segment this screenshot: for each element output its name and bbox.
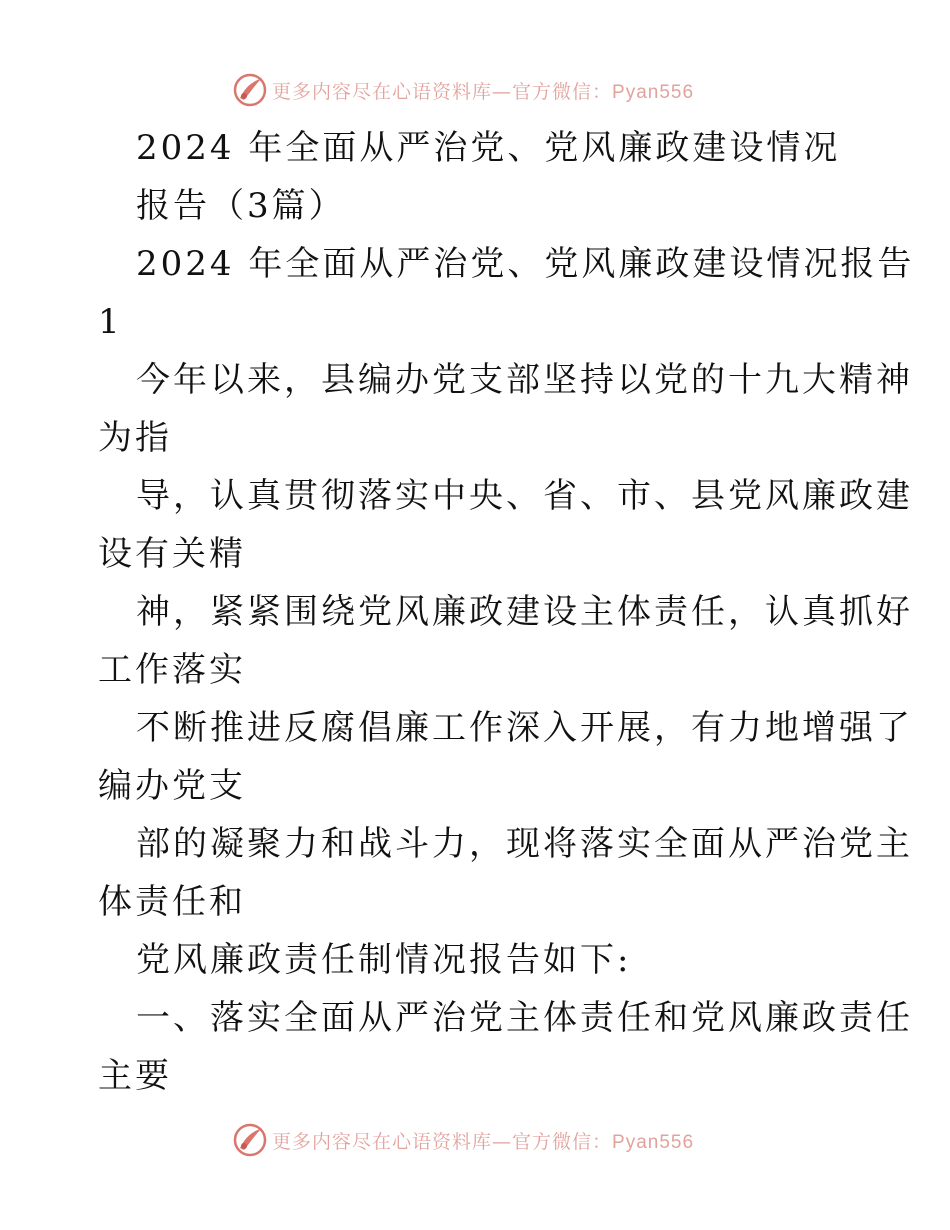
paragraph-line: 神，紧紧围绕党风廉政建设主体责任，认真抓好: [136, 592, 913, 632]
document-title-line-1: 2024 年全面从严治党、党风廉政建设情况: [136, 128, 841, 168]
footer-watermark: [232, 1120, 694, 1160]
section-title-line-2: 1: [98, 302, 123, 342]
heading-line: 主要: [98, 1056, 172, 1096]
heading-line: 一、落实全面从严治党主体责任和党风廉政责任: [136, 998, 913, 1038]
paragraph-line: 体责任和: [98, 882, 246, 922]
paragraph-line: 设有关精: [98, 534, 246, 574]
document-title-line-2: 报告（3篇）: [136, 186, 346, 226]
brush-logo-icon: [232, 72, 268, 108]
paragraph-line: 导，认真贯彻落实中央、省、市、县党风廉政建: [136, 476, 913, 516]
section-title-line-1: 2024 年全面从严治党、党风廉政建设情况报告: [136, 244, 915, 284]
paragraph-line: 部的凝聚力和战斗力，现将落实全面从严治党主: [136, 824, 913, 864]
brush-logo-icon: [232, 1122, 268, 1158]
watermark-text: 更多内容尽在心语资料库—官方微信：Pyan556: [272, 1130, 695, 1153]
watermark-text: 更多内容尽在心语资料库—官方微信：Pyan556: [272, 80, 695, 103]
paragraph-line: 为指: [98, 418, 172, 458]
paragraph-line: 今年以来，县编办党支部坚持以党的十九大精神: [136, 360, 913, 400]
paragraph-line: 工作落实: [98, 650, 246, 690]
paragraph-line: 党风廉政责任制情况报告如下:: [136, 940, 632, 980]
paragraph-line: 不断推进反腐倡廉工作深入开展，有力地增强了: [136, 708, 913, 748]
header-watermark: [232, 70, 694, 110]
paragraph-line: 编办党支: [98, 766, 246, 806]
